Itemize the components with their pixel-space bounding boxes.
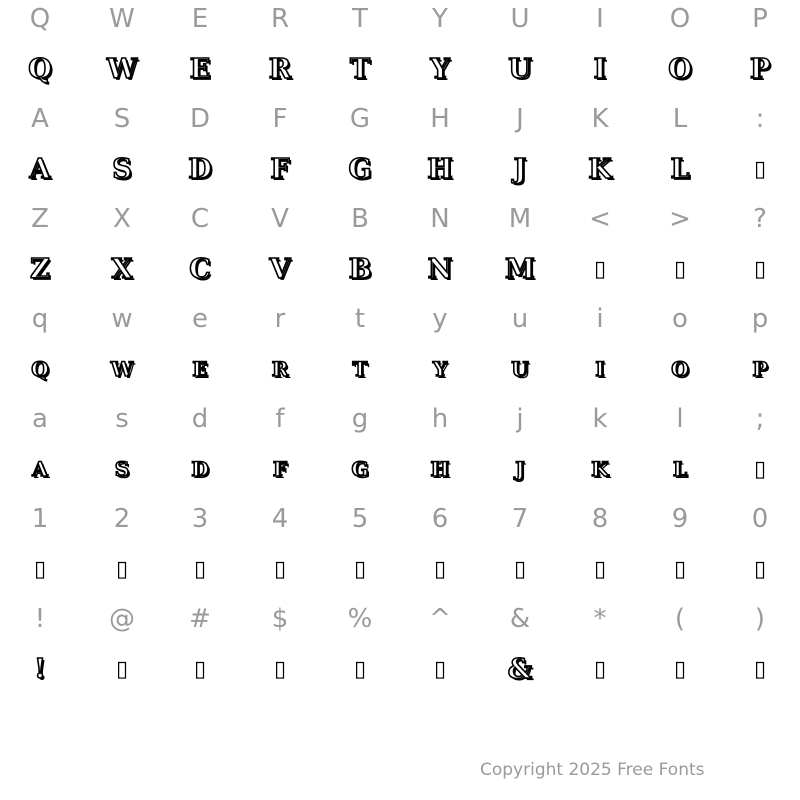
sample-glyph: K bbox=[591, 457, 609, 481]
sample-glyph: I bbox=[595, 357, 605, 381]
missing-glyph-box: ▯ bbox=[433, 656, 447, 682]
reference-glyph: B bbox=[351, 204, 369, 234]
reference-glyph: % bbox=[347, 604, 373, 634]
reference-glyph: l bbox=[676, 404, 684, 434]
reference-glyph: e bbox=[192, 304, 208, 334]
missing-glyph-box: ▯ bbox=[753, 656, 767, 682]
reference-glyph: & bbox=[509, 604, 531, 634]
sample-glyph: X bbox=[111, 253, 133, 285]
reference-glyph: u bbox=[511, 304, 529, 334]
reference-glyph: i bbox=[596, 304, 604, 334]
sample-row bbox=[0, 644, 800, 694]
sample-glyph: L bbox=[672, 457, 688, 481]
sample-glyph: Y bbox=[432, 357, 448, 381]
reference-glyph: F bbox=[272, 104, 288, 134]
reference-glyph: U bbox=[510, 4, 530, 34]
reference-glyph: # bbox=[189, 604, 211, 634]
sample-glyph: W bbox=[110, 357, 134, 381]
sample-glyph: Q bbox=[28, 53, 52, 85]
reference-row bbox=[0, 494, 800, 544]
reference-glyph: f bbox=[275, 404, 285, 434]
reference-glyph: w bbox=[111, 304, 133, 334]
sample-glyph: K bbox=[588, 153, 612, 185]
reference-glyph: M bbox=[508, 204, 532, 234]
missing-glyph-box: ▯ bbox=[753, 556, 767, 582]
reference-glyph: R bbox=[270, 4, 290, 34]
reference-glyph: G bbox=[349, 104, 371, 134]
reference-glyph: N bbox=[430, 204, 450, 234]
sample-glyph: F bbox=[272, 457, 288, 481]
sample-glyph: J bbox=[513, 153, 527, 185]
reference-glyph: H bbox=[430, 104, 450, 134]
sample-glyph: S bbox=[112, 153, 132, 185]
sample-glyph: E bbox=[192, 357, 208, 381]
reference-glyph: X bbox=[113, 204, 131, 234]
sample-glyph: P bbox=[749, 53, 771, 85]
reference-row bbox=[0, 94, 800, 144]
reference-glyph: s bbox=[115, 404, 129, 434]
missing-glyph-box: ▯ bbox=[753, 156, 767, 182]
reference-glyph: 5 bbox=[351, 504, 369, 534]
reference-row bbox=[0, 194, 800, 244]
missing-glyph-box: ▯ bbox=[115, 656, 129, 682]
reference-row bbox=[0, 0, 800, 44]
reference-glyph: C bbox=[190, 204, 210, 234]
sample-glyph: & bbox=[507, 653, 533, 685]
missing-glyph-box: ▯ bbox=[353, 556, 367, 582]
sample-glyph: V bbox=[269, 253, 291, 285]
missing-glyph-box: ▯ bbox=[193, 556, 207, 582]
reference-glyph: ! bbox=[34, 604, 46, 634]
reference-glyph: ? bbox=[753, 204, 767, 234]
reference-glyph: O bbox=[669, 4, 691, 34]
reference-glyph: ; bbox=[755, 404, 765, 434]
reference-glyph: * bbox=[593, 604, 607, 634]
sample-row bbox=[0, 44, 800, 94]
sample-glyph: C bbox=[189, 253, 211, 285]
sample-glyph: R bbox=[271, 357, 289, 381]
sample-glyph: S bbox=[114, 457, 130, 481]
reference-row bbox=[0, 294, 800, 344]
reference-glyph: y bbox=[432, 304, 448, 334]
sample-glyph: W bbox=[106, 53, 138, 85]
sample-glyph: N bbox=[427, 253, 453, 285]
sample-glyph: A bbox=[32, 457, 48, 481]
missing-glyph-box: ▯ bbox=[353, 656, 367, 682]
sample-glyph: A bbox=[29, 153, 51, 185]
sample-glyph: M bbox=[505, 253, 535, 285]
sample-glyph: J bbox=[515, 457, 525, 481]
reference-glyph: p bbox=[751, 304, 769, 334]
sample-row bbox=[0, 544, 800, 594]
sample-glyph: E bbox=[189, 53, 211, 85]
missing-glyph-box: ▯ bbox=[513, 556, 527, 582]
reference-glyph: 6 bbox=[431, 504, 449, 534]
reference-glyph: r bbox=[274, 304, 286, 334]
missing-glyph-box: ▯ bbox=[673, 256, 687, 282]
reference-glyph: W bbox=[109, 4, 135, 34]
reference-glyph: : bbox=[755, 104, 765, 134]
reference-glyph: T bbox=[352, 4, 368, 34]
reference-glyph: D bbox=[189, 104, 211, 134]
missing-glyph-box: ▯ bbox=[593, 656, 607, 682]
reference-glyph: 9 bbox=[671, 504, 689, 534]
reference-glyph: h bbox=[431, 404, 449, 434]
missing-glyph-box: ▯ bbox=[753, 256, 767, 282]
sample-glyph: R bbox=[268, 53, 292, 85]
sample-glyph: Y bbox=[430, 53, 450, 85]
sample-glyph: G bbox=[351, 457, 369, 481]
sample-glyph: O bbox=[668, 53, 692, 85]
missing-glyph-box: ▯ bbox=[33, 556, 47, 582]
sample-row bbox=[0, 444, 800, 494]
reference-glyph: d bbox=[191, 404, 209, 434]
reference-glyph: a bbox=[32, 404, 48, 434]
sample-glyph: I bbox=[593, 53, 607, 85]
reference-row bbox=[0, 594, 800, 644]
reference-glyph: $ bbox=[271, 604, 289, 634]
sample-glyph: F bbox=[270, 153, 290, 185]
reference-glyph: J bbox=[516, 104, 524, 134]
reference-glyph: @ bbox=[109, 604, 135, 634]
reference-glyph: Q bbox=[29, 4, 51, 34]
sample-glyph: Q bbox=[31, 357, 49, 381]
reference-glyph: A bbox=[31, 104, 49, 134]
reference-glyph: < bbox=[589, 204, 611, 234]
sample-row bbox=[0, 144, 800, 194]
reference-glyph: P bbox=[752, 4, 768, 34]
reference-glyph: E bbox=[191, 4, 209, 34]
sample-glyph: Z bbox=[30, 253, 50, 285]
reference-glyph: Y bbox=[432, 4, 448, 34]
sample-glyph: D bbox=[191, 457, 209, 481]
reference-glyph: 0 bbox=[751, 504, 769, 534]
sample-row bbox=[0, 344, 800, 394]
sample-glyph: U bbox=[508, 53, 532, 85]
missing-glyph-box: ▯ bbox=[673, 556, 687, 582]
reference-glyph: ^ bbox=[429, 604, 451, 634]
sample-glyph: B bbox=[348, 253, 372, 285]
missing-glyph-box: ▯ bbox=[273, 656, 287, 682]
missing-glyph-box: ▯ bbox=[193, 656, 207, 682]
reference-glyph: V bbox=[271, 204, 289, 234]
sample-glyph: H bbox=[430, 457, 450, 481]
reference-glyph: 7 bbox=[511, 504, 529, 534]
reference-row bbox=[0, 394, 800, 444]
missing-glyph-box: ▯ bbox=[593, 556, 607, 582]
sample-glyph: P bbox=[752, 357, 768, 381]
reference-glyph: S bbox=[113, 104, 131, 134]
missing-glyph-box: ▯ bbox=[753, 456, 767, 482]
sample-glyph: ! bbox=[34, 653, 46, 685]
sample-row bbox=[0, 244, 800, 294]
reference-glyph: Z bbox=[31, 204, 49, 234]
reference-glyph: 8 bbox=[591, 504, 609, 534]
reference-glyph: L bbox=[672, 104, 688, 134]
reference-glyph: j bbox=[516, 404, 524, 434]
sample-glyph: T bbox=[349, 53, 371, 85]
reference-glyph: t bbox=[354, 304, 366, 334]
reference-glyph: 3 bbox=[191, 504, 209, 534]
sample-glyph: G bbox=[348, 153, 372, 185]
copyright-footer: Copyright 2025 Free Fonts bbox=[480, 760, 705, 780]
sample-glyph: O bbox=[671, 357, 689, 381]
reference-glyph: o bbox=[672, 304, 688, 334]
reference-glyph: 2 bbox=[113, 504, 131, 534]
reference-glyph: q bbox=[31, 304, 49, 334]
reference-glyph: ) bbox=[754, 604, 766, 634]
sample-glyph: D bbox=[188, 153, 212, 185]
reference-glyph: 1 bbox=[31, 504, 49, 534]
reference-glyph: k bbox=[592, 404, 608, 434]
reference-glyph: ( bbox=[674, 604, 686, 634]
sample-glyph: L bbox=[670, 153, 690, 185]
missing-glyph-box: ▯ bbox=[593, 256, 607, 282]
reference-glyph: > bbox=[669, 204, 691, 234]
sample-glyph: H bbox=[427, 153, 453, 185]
missing-glyph-box: ▯ bbox=[115, 556, 129, 582]
missing-glyph-box: ▯ bbox=[673, 656, 687, 682]
missing-glyph-box: ▯ bbox=[433, 556, 447, 582]
sample-glyph: T bbox=[352, 357, 368, 381]
sample-glyph: U bbox=[511, 357, 529, 381]
reference-glyph: I bbox=[596, 4, 604, 34]
reference-glyph: 4 bbox=[271, 504, 289, 534]
reference-glyph: K bbox=[591, 104, 609, 134]
reference-glyph: g bbox=[351, 404, 369, 434]
missing-glyph-box: ▯ bbox=[273, 556, 287, 582]
